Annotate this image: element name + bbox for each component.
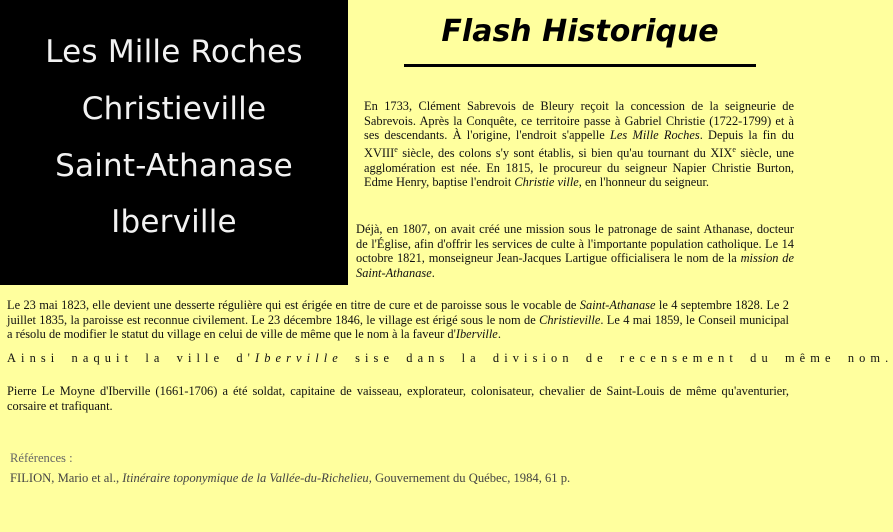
paragraph-iberville-line: Ainsi naquit la ville d'Iberville sise dans la division de recensement du même nom. xyxy=(7,351,893,365)
place-name-iberville: Iberville xyxy=(111,204,237,240)
paragraph-mission: Déjà, en 1807, on avait créé une mission sous le patronage de saint Athanase, docteur de l'Église, afin d'offrir les services de culte à l'importante population catholique. Le 14 octobre 1821, monseigneur Jean-Jacques Lartigue officialisera le nom de la mission de Saint-Athanase. xyxy=(356,222,794,280)
references-label: Références : xyxy=(10,451,73,465)
paragraph-seigneurie: En 1733, Clément Sabrevois de Bleury reçoit la concession de la seigneurie de Sabrevois. Après la Conquête, ce territoire passe à Gabriel Christie (1722-1799) et à ses descendants. À l'origine, l'endroit s'appelle Les Mille Roches. Depuis la fin du XVIIIe siècle, des colons s'y sont établis, si bien qu'au tournant du XIXe siècle, une agglomération est née. En 1815, le procureur du seigneur Napier Christie Burton, Edme Henry, baptise l'endroit Christie ville, en l'honneur du seigneur. xyxy=(364,99,795,190)
place-name-christieville: Christieville xyxy=(81,91,267,127)
place-name-saint-athanase: Saint-Athanase xyxy=(55,148,293,184)
place-names-panel xyxy=(0,0,348,285)
place-name-mille-roches: Les Mille Roches xyxy=(45,34,303,70)
reference-entry: FILION, Mario et al., Itinéraire toponymique de la Vallée-du-Richelieu, Gouvernement du Québec, 1984, 61 p. xyxy=(10,471,571,485)
title-underline xyxy=(404,64,756,67)
paragraph-paroisse: Le 23 mai 1823, elle devient une desserte régulière qui est érigée en titre de cure et de paroisse sous le vocable de Saint-Athanase le 4 septembre 1828. Le 2 juillet 1835, la paroisse est reconnue civilement. Le 23 décembre 1846, le village est érigé sous le nom de Christieville. Le 4 mai 1859, le Conseil municipal a résolu de modifier le statut du village en celui de ville de même que le nom à la faveur d'Iberville. xyxy=(7,298,789,342)
paragraph-le-moyne: Pierre Le Moyne d'Iberville (1661-1706) a été soldat, capitaine de vaisseau, explorateur, colonisateur, chevalier de Saint-Louis de même qu'aventurier, corsaire et trafiquant. xyxy=(7,384,789,413)
page-title: Flash Historique xyxy=(441,14,719,49)
